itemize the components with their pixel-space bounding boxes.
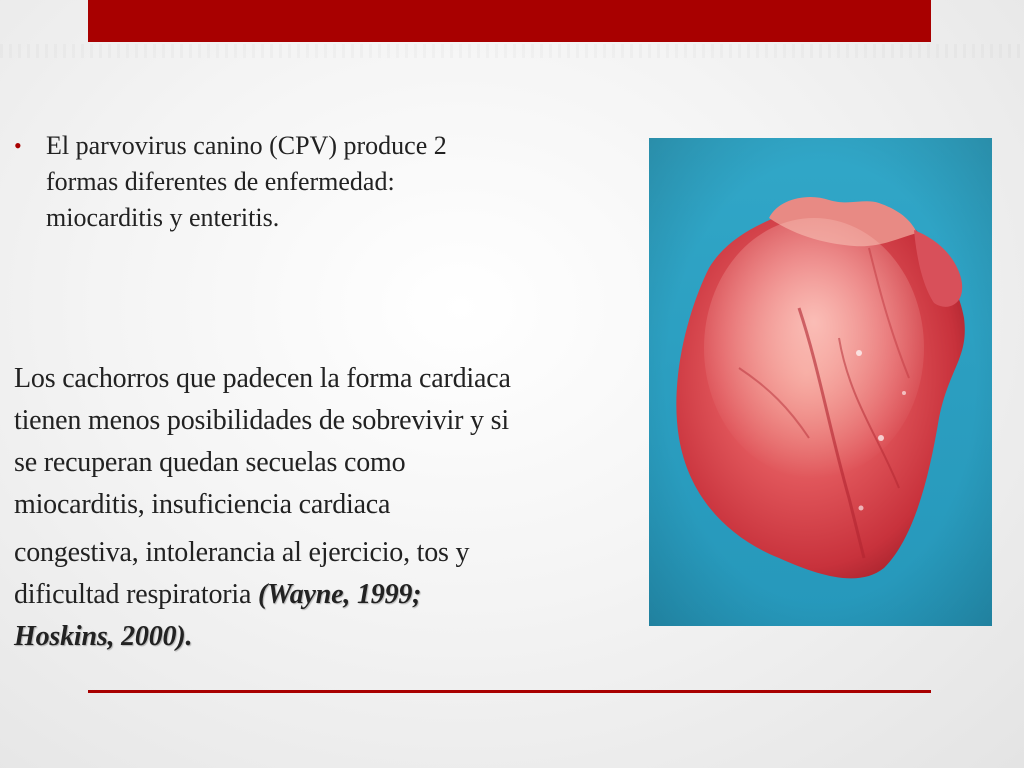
paragraph-line — [14, 616, 654, 658]
paragraph-line: congestiva, intolerancia al ejercicio, tos y — [14, 537, 470, 568]
bullet-icon: • — [14, 133, 22, 158]
heart-illustration — [649, 138, 992, 626]
paragraph-line — [14, 574, 654, 616]
bullet-line: El parvovirus canino (CPV) produce 2 — [46, 131, 447, 160]
bullet-item — [14, 128, 614, 236]
citation: Hoskins, 2000). — [14, 621, 193, 652]
citation: (Wayne, 1999; — [258, 579, 422, 610]
header-accent-bar — [88, 0, 931, 42]
heart-photo — [649, 138, 992, 626]
paragraph-text: dificultad respiratoria — [14, 579, 258, 610]
body-paragraph — [14, 358, 654, 658]
paragraph-line: tienen menos posibilidades de sobrevivir y si — [14, 405, 509, 436]
footer-divider — [88, 690, 931, 693]
bullet-text — [46, 128, 614, 236]
header-texture — [0, 44, 1024, 58]
paragraph-line: miocarditis, insuficiencia cardiaca — [14, 489, 391, 520]
bullet-line: formas diferentes de enfermedad: — [46, 167, 395, 196]
paragraph-line: se recuperan quedan secuelas como — [14, 447, 406, 478]
bullet-line: miocarditis y enteritis. — [46, 203, 280, 232]
paragraph-line: Los cachorros que padecen la forma cardiaca — [14, 363, 511, 394]
